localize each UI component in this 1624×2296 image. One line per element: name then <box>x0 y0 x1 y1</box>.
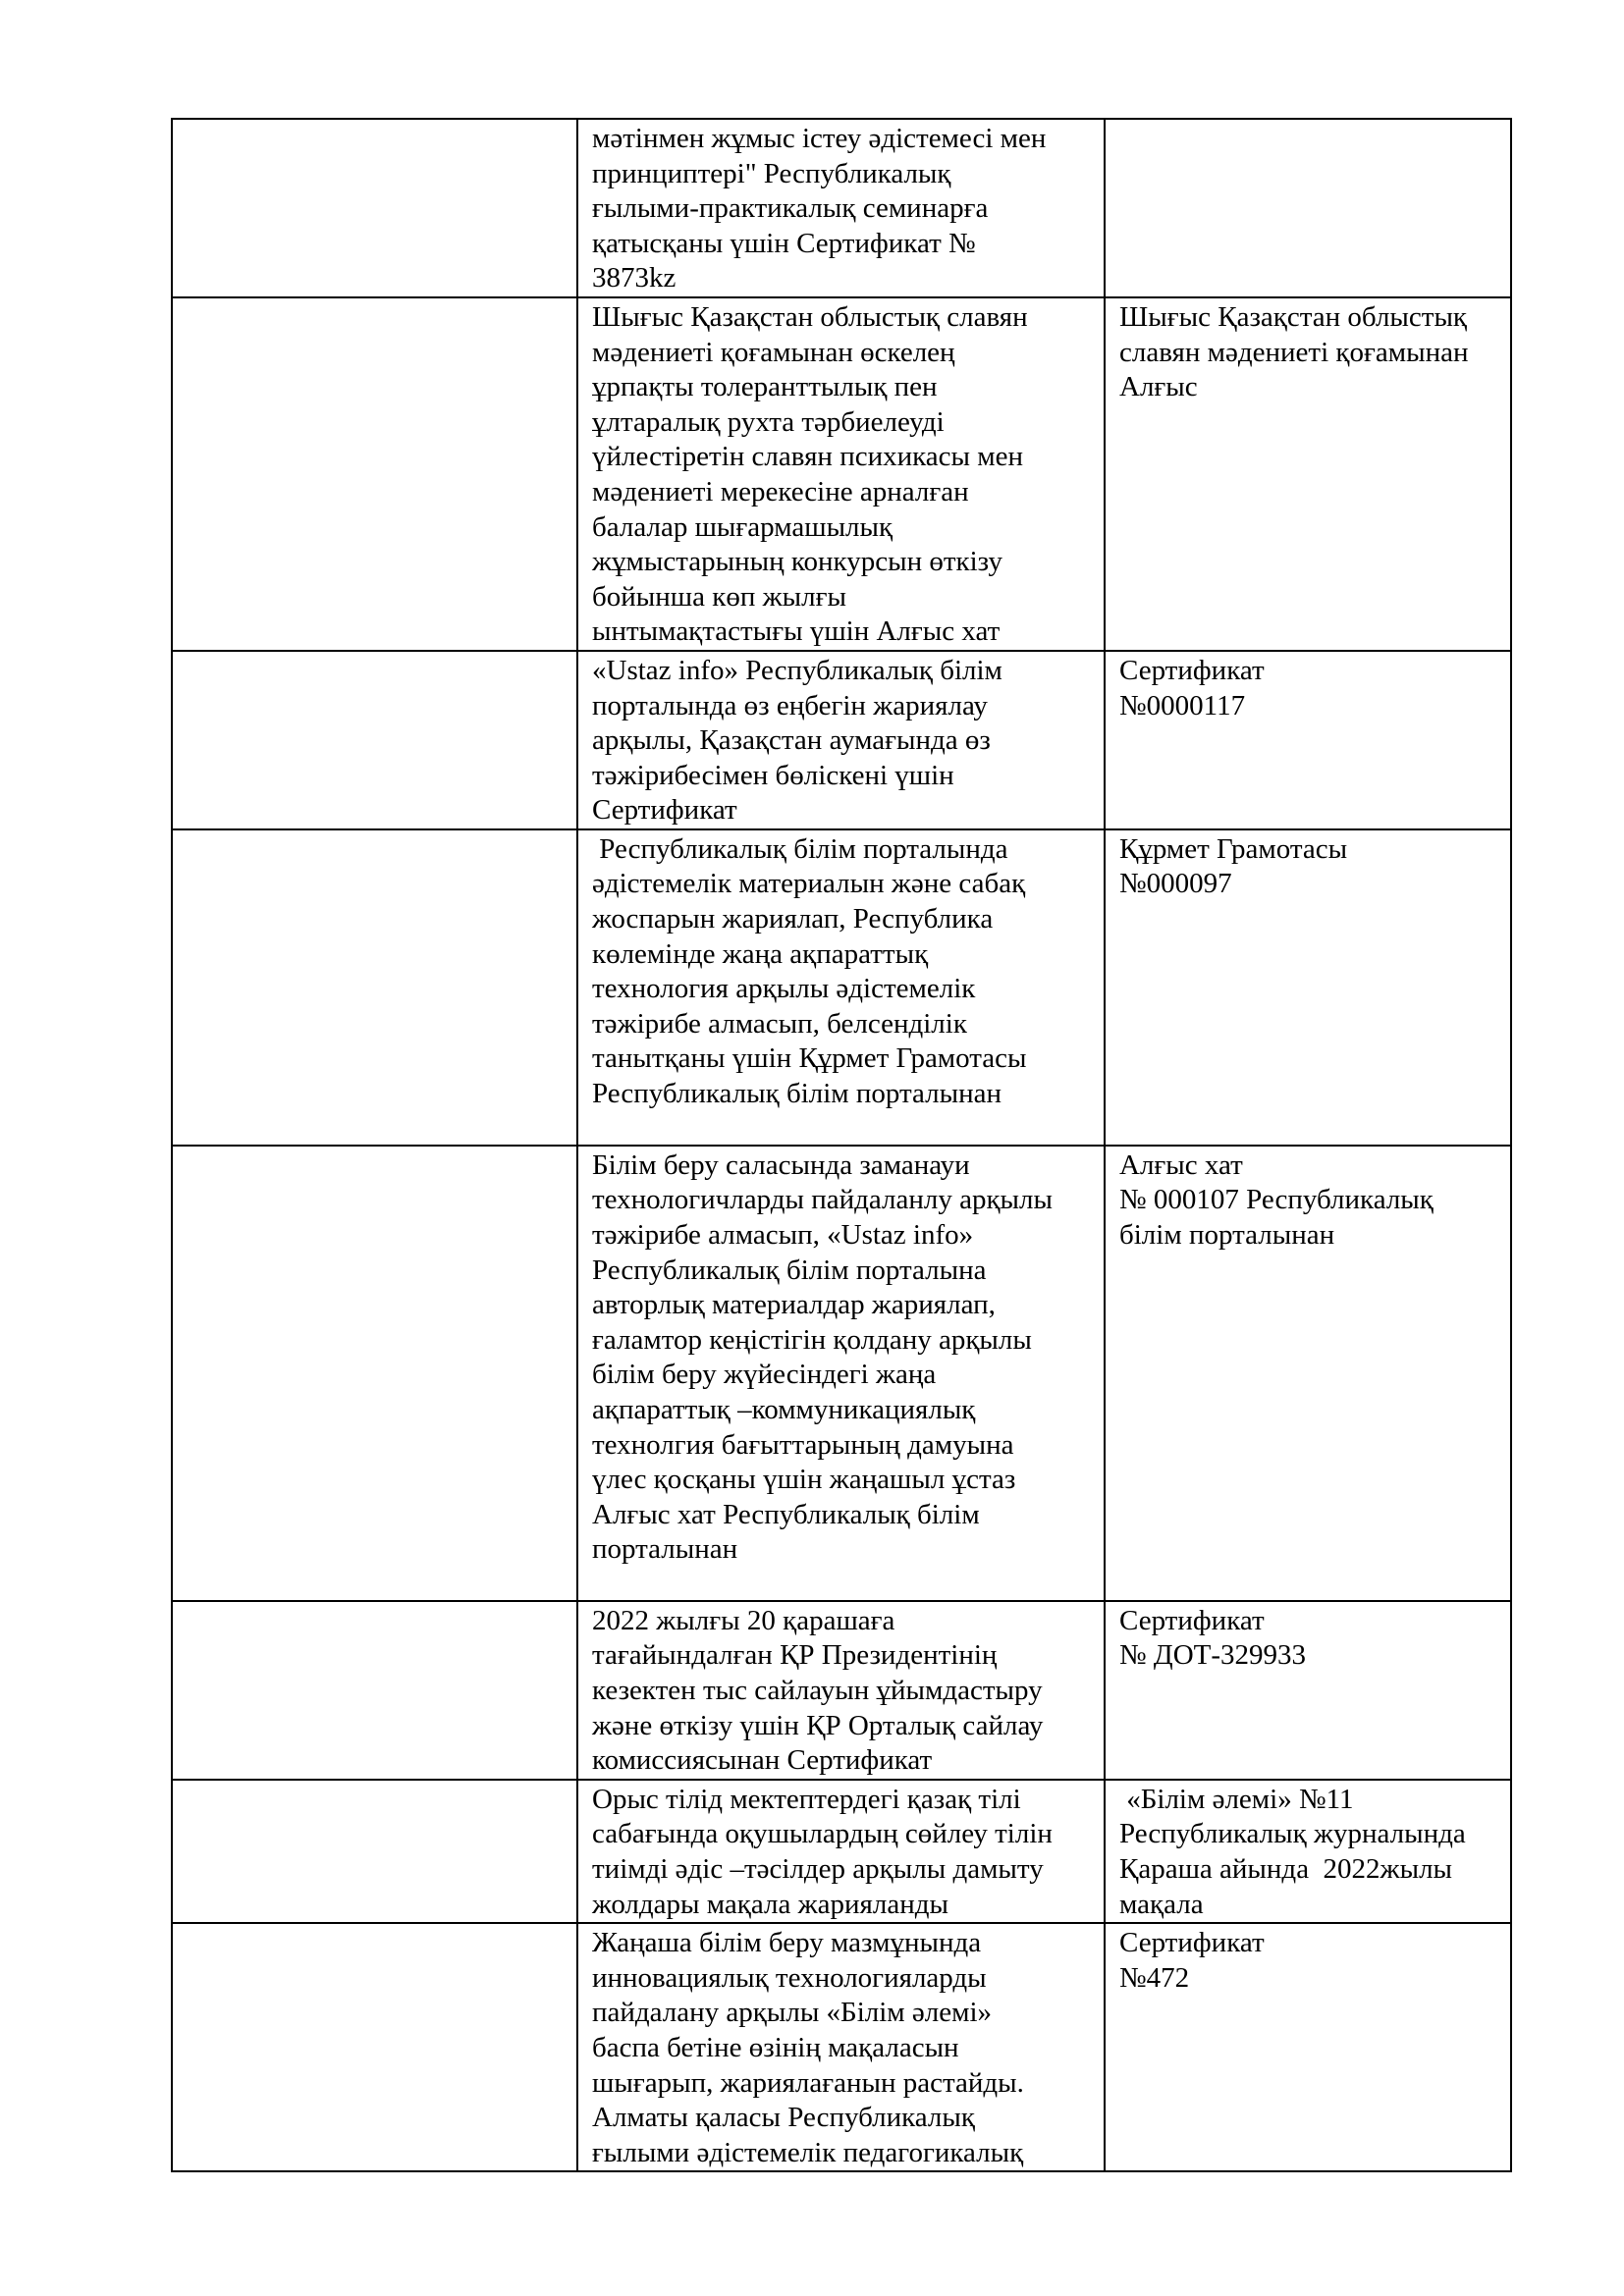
table-row <box>172 1780 1511 1923</box>
empty-cell <box>172 1146 577 1601</box>
document-cell <box>1105 651 1511 829</box>
event-text: мәтінмен жұмыс істеу әдістемесі мен принциптері" Республикалық ғылыми-практикалық семинарға қатысқаны үшін Сертификат № 3873kz <box>592 123 1047 294</box>
event-text: 2022 жылғы 20 қарашаға тағайындалған ҚР Президентінің кезектен тыс сайлауын ұйымдастыру және өткізу үшін ҚР Орталық сайлау комиссиясынан Сертификат <box>592 1604 1044 1777</box>
document-cell <box>1105 119 1511 297</box>
event-cell <box>577 1780 1105 1923</box>
table-row <box>172 297 1511 651</box>
document-text: Алғыс хат № 000107 Республикалық білім порталынан <box>1119 1148 1434 1252</box>
event-cell <box>577 1923 1105 2171</box>
table-row <box>172 651 1511 829</box>
document-cell <box>1105 1923 1511 2171</box>
empty-cell <box>172 1923 577 2171</box>
document-cell <box>1105 1146 1511 1601</box>
empty-cell <box>172 829 577 1146</box>
document-cell <box>1105 1780 1511 1923</box>
document-cell <box>1105 1601 1511 1780</box>
empty-cell <box>172 297 577 651</box>
event-cell <box>577 1146 1105 1601</box>
empty-cell <box>172 1780 577 1923</box>
document-text: Сертификат № ДОТ-329933 <box>1119 1604 1307 1672</box>
event-cell <box>577 1601 1105 1780</box>
event-text: Білім беру саласында заманауи технологичларды пайдаланлу арқылы тәжірибе алмасып, «Ustaz info» Республикалық білім порталына авторлық материалдар жариялап, ғаламтор кеңістігін қолдану арқылы білім беру жүйесіндегі жаңа ақпараттық –коммуникациялық технолгия бағыттарының дамуына үлес қосқаны үшін жаңашыл ұстаз Алғыс хат Республикалық білім порталынан <box>592 1148 1053 1566</box>
table-row <box>172 829 1511 1146</box>
empty-cell <box>172 119 577 297</box>
event-text: Жаңаша білім беру мазмұнында инновациялық технологияларды пайдалану арқылы «Білім әлемі» баспа бетіне өзінің мақаласын шығарып, жариялағанын растайды. Алматы қаласы Республикалық ғылыми әдістемелік педагогикалық <box>592 1927 1024 2168</box>
table-row <box>172 1923 1511 2171</box>
event-cell <box>577 119 1105 297</box>
document-cell <box>1105 829 1511 1146</box>
event-text: Орыс тілід мектептердегі қазақ тілі сабағында оқушылардың сөйлеу тілін тиімді әдіс –тәсілдер арқылы дамыту жолдары мақала жарияланды <box>592 1783 1053 1920</box>
document-cell <box>1105 297 1511 651</box>
table-row <box>172 1601 1511 1780</box>
event-text: «Ustaz info» Республикалық білім порталында өз еңбегін жариялау арқылы, Қазақстан аумағында өз тәжірибесімен бөліскені үшін Сертификат <box>592 654 1002 827</box>
document-text: Құрмет Грамотасы №000097 <box>1119 832 1348 900</box>
document-text: Шығыс Қазақстан облыстық славян мәдениеті қоғамынан Алғыс <box>1119 300 1469 403</box>
empty-cell <box>172 651 577 829</box>
document-text: Сертификат №0000117 <box>1119 654 1265 721</box>
event-text: Республикалық білім порталында әдістемелік материалын және сабақ жоспарын жариялап, Республика көлемінде жаңа ақпараттық технология арқылы әдістемелік тәжірибе алмасып, белсенділік танытқаны үшін Құрмет Грамотасы Республикалық білім порталынан <box>592 832 1027 1110</box>
event-cell <box>577 297 1105 651</box>
empty-cell <box>172 1601 577 1780</box>
table-row <box>172 119 1511 297</box>
document-text: «Білім әлемі» №11 Республикалық журналында Қараша айында 2022жылы мақала <box>1119 1783 1466 1920</box>
table-row <box>172 1146 1511 1601</box>
event-text: Шығыс Қазақстан облыстық славян мәдениеті қоғамынан өскелең ұрпақты толеранттылық пен ұлтаралық рухта тәрбиелеуді үйлестіретін славян психикасы мен мәдениеті мерекесіне арналған балалар шығармашылық жұмыстарының конкурсын өткізу бойынша көп жылғы ынтымақтастығы үшін Алғыс хат <box>592 300 1028 648</box>
document-text: Сертификат №472 <box>1119 1927 1265 1994</box>
document-table <box>171 118 1512 2172</box>
event-cell <box>577 829 1105 1146</box>
event-cell <box>577 651 1105 829</box>
